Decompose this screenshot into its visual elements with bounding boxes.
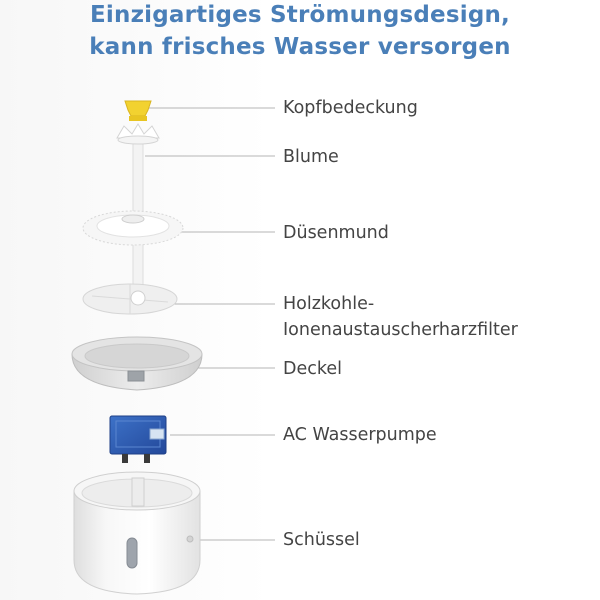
label-wasserpumpe: AC Wasserpumpe [283,425,437,445]
label-duesenmund: Düsenmund [283,223,389,243]
bowl-part [74,472,200,594]
label-filter-line-1: Holzkohle- [283,294,375,314]
flower-part [117,124,159,144]
title-line-1: Einzigartiges Strömungsdesign, [90,2,510,28]
cap-part [125,101,151,121]
nozzle-disc-part [83,211,183,245]
filter-part [83,284,177,314]
label-filter-line-2: Ionenaustauscherharzfilter [283,320,518,340]
label-deckel: Deckel [283,359,343,379]
label-kopfbedeckung: Kopfbedeckung [283,98,418,118]
title-line-2: kann frisches Wasser versorgen [89,34,511,60]
label-blume: Blume [283,147,339,167]
label-schuessel: Schüssel [283,530,360,550]
pump-part [110,416,166,463]
lid-part [72,337,202,390]
